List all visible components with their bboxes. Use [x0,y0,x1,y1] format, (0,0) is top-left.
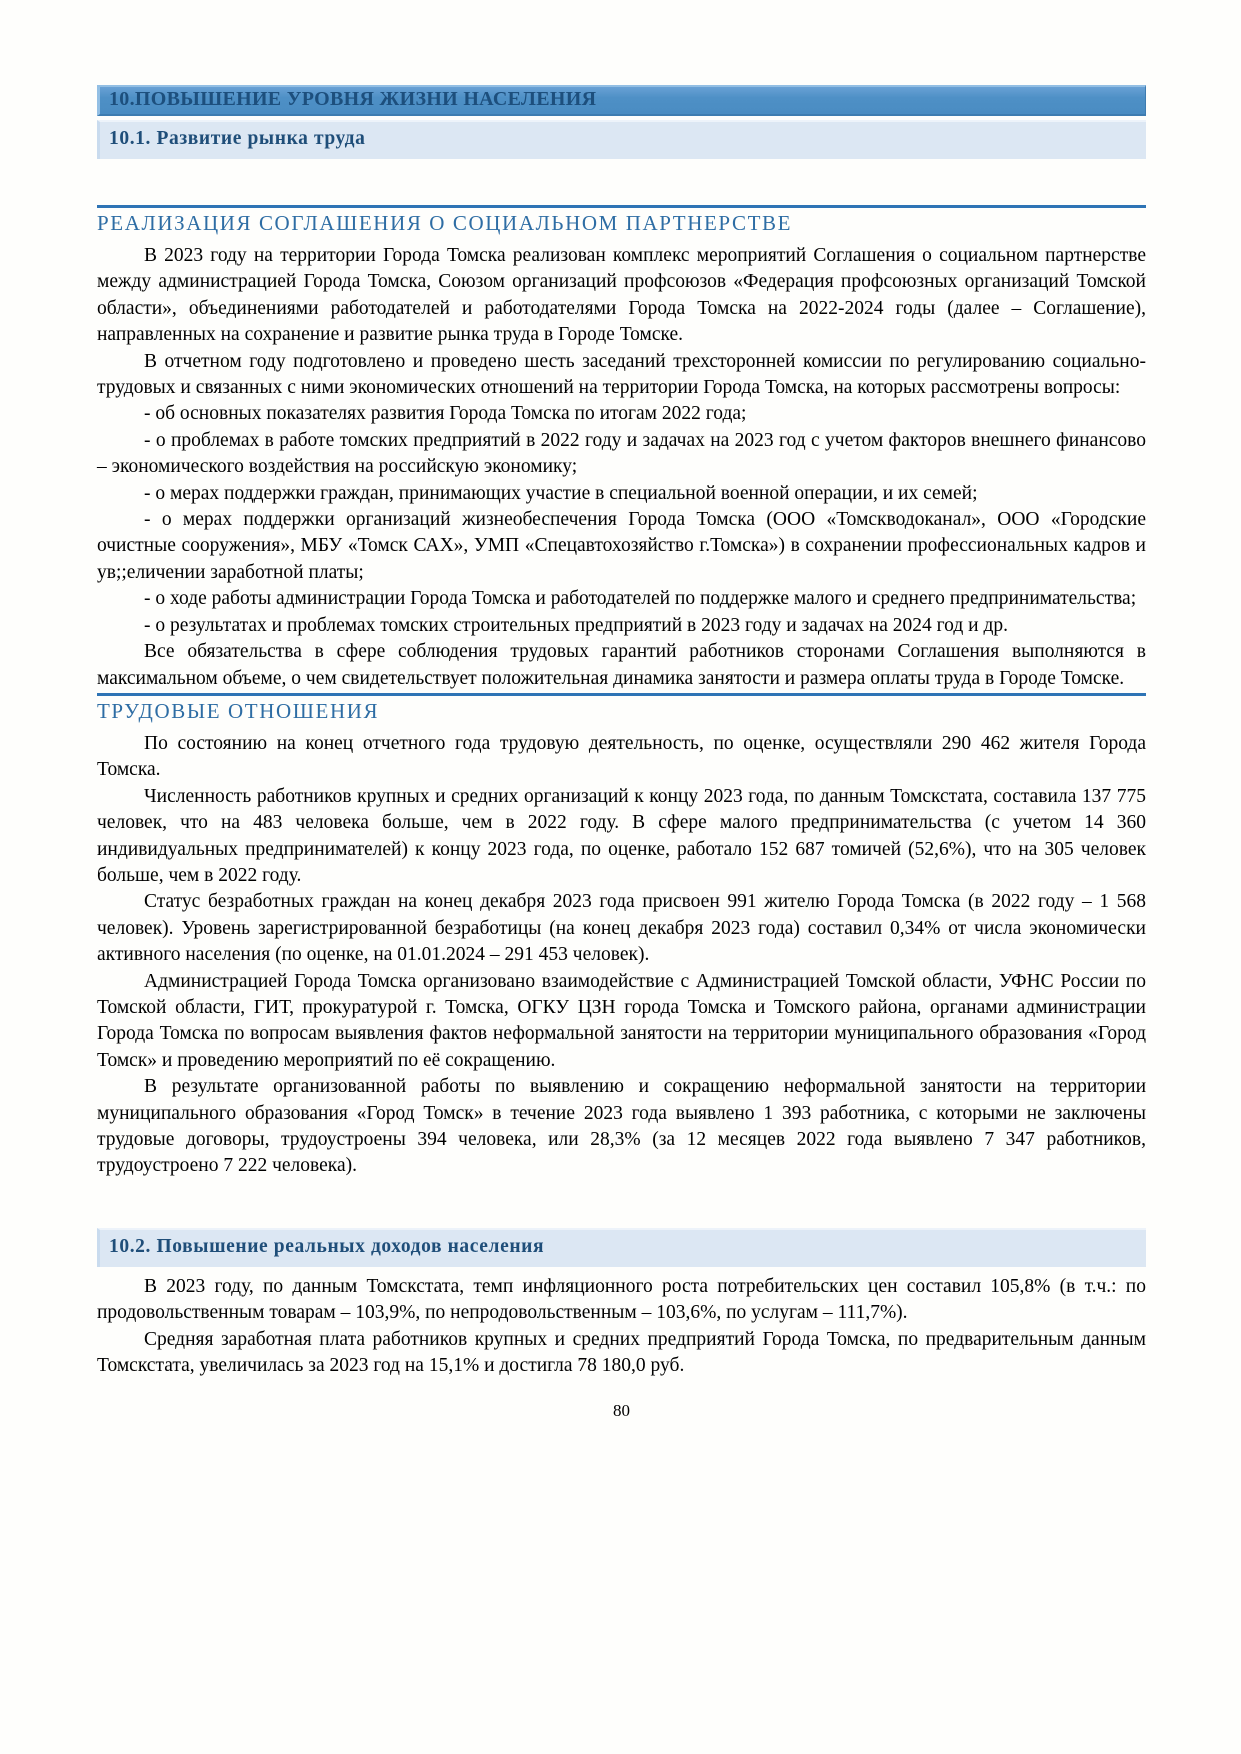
paragraph: Средняя заработная плата работников крупных и средних предприятий Города Томска, по предварительным данным Томскстата, увеличилась за 2023 год на 15,1% и достигла 78 180,0 руб. [97,1328,1146,1377]
chapter-title: 10.ПОВЫШЕНИЕ УРОВНЯ ЖИЗНИ НАСЕЛЕНИЯ [109,88,597,110]
blue-rule [97,205,1146,208]
list-item: - о результатах и проблемах томских строительных предприятий в 2023 году и задачах на 2024 год и др. [144,614,1009,636]
list-item: - о мерах поддержки организаций жизнеобеспечения Города Томска (ООО «Томскводоканал», ООО «Городские очистные сооружения», МБУ «Томск САХ», УМП «Спецавтохозяйство г.Томска») в сохранении профессиональных кадров и ув;;еличении заработной платы; [97,509,1146,583]
section-10-2-body [97,1274,1146,1380]
section-gap [97,1180,1146,1224]
list-item: - о проблемах в работе томских предприятий в 2022 году и задачах на 2023 год с учетом факторов внешнего финансово – экономического воздействия на российскую экономику; [97,429,1146,478]
subsection-labor-relations [97,693,1146,1180]
paragraph: В 2023 году, по данным Томскстата, темп инфляционного роста потребительских цен составил 105,8% (в т.ч.: по продовольственным товарам – 103,9%, по непродовольственным – 103,6%, по услугам – 111,7%). [97,1275,1146,1324]
section-10-2-bar [97,1228,1146,1267]
list-item: - о мерах поддержки граждан, принимающих участие в специальной военной операции, и их семей; [144,482,978,504]
subsection-heading: ТРУДОВЫЕ ОТНОШЕНИЯ [97,698,380,723]
blue-rule [97,693,1146,696]
section-10-1-title: 10.1. Развитие рынка труда [109,128,366,149]
subsection-social-partnership [97,205,1146,692]
paragraph: В результате организованной работы по выявлению и сокращению неформальной занятости на территории муниципального образования «Город Томск» в течение 2023 года выявлено 1 393 работника, с которыми не заключены трудовые договоры, трудоустроены 394 человека, или 28,3% (за 12 месяцев 2022 года выявлено 7 347 работников, трудоустроено 7 222 человека). [97,1076,1146,1177]
paragraph: Статус безработных граждан на конец декабря 2023 года присвоен 991 жителю Города Томска (в 2022 году – 1 568 человек). Уровень зарегистрированной безработицы (на конец декабря 2023 года) составил 0,34% от числа экономически активного населения (по оценке, на 01.01.2024 – 291 453 человек). [97,891,1146,966]
section-10-2-title: 10.2. Повышение реальных доходов населения [109,1235,545,1257]
paragraph: Администрацией Города Томска организовано взаимодействие с Администрацией Томской области, УФНС России по Томской области, ГИТ, прокуратурой г. Томска, ОГКУ ЦЗН города Томска и Томского района, органами администрации Города Томска по вопросам выявления фактов неформальной занятости на территории муниципального образования «Город Томск» и проведению мероприятий по её сокращению. [97,970,1146,1071]
chapter-header-bar [97,85,1146,116]
paragraph: По состоянию на конец отчетного года трудовую деятельность, по оценке, осуществляли 290 462 жителя Города Томска. [97,732,1146,781]
section-10-1-bar [97,120,1146,159]
paragraph: Численность работников крупных и средних организаций к концу 2023 года, по данным Томскстата, составила 137 775 человек, что на 483 человека больше, чем в 2022 году. В сфере малого предпринимательства (с учетом 14 360 индивидуальных предпринимателей) к концу 2023 года, по оценке, работало 152 687 томичей (52,6%), что на 305 человек больше, чем в 2022 году. [97,785,1146,886]
subsection-heading: РЕАЛИЗАЦИЯ СОГЛАШЕНИЯ О СОЦИАЛЬНОМ ПАРТНЕРСТВЕ [97,211,793,235]
list-item: - о ходе работы администрации Города Томска и работодателей по поддержке малого и среднего предпринимательства; [144,588,1137,610]
paragraph: В 2023 году на территории Города Томска реализован комплекс мероприятий Соглашения о социальном партнерстве между администрацией Города Томска, Союзом организаций профсоюзов «Федерация профсоюзных организаций Томской области», объединениями работодателей и работодателями Города Томска на 2022-2024 годы (далее – Соглашение), направленных на сохранение и развитие рынка труда в Городе Томске. [97,245,1146,346]
page-number: 80 [613,1401,630,1421]
list-item: - об основных показателях развития Города Томска по итогам 2022 года; [144,403,747,425]
paragraph: Все обязательства в сфере соблюдения трудовых гарантий работников сторонами Соглашения выполняются в максимальном объеме, о чем свидетельствует положительная динамика занятости и размера оплаты труда в Городе Томске. [97,641,1146,689]
paragraph: В отчетном году подготовлено и проведено шесть заседаний трехсторонней комиссии по регулированию социально-трудовых и связанных с ними экономических отношений на территории Города Томска, на которых рассмотрены вопросы: [97,350,1146,399]
